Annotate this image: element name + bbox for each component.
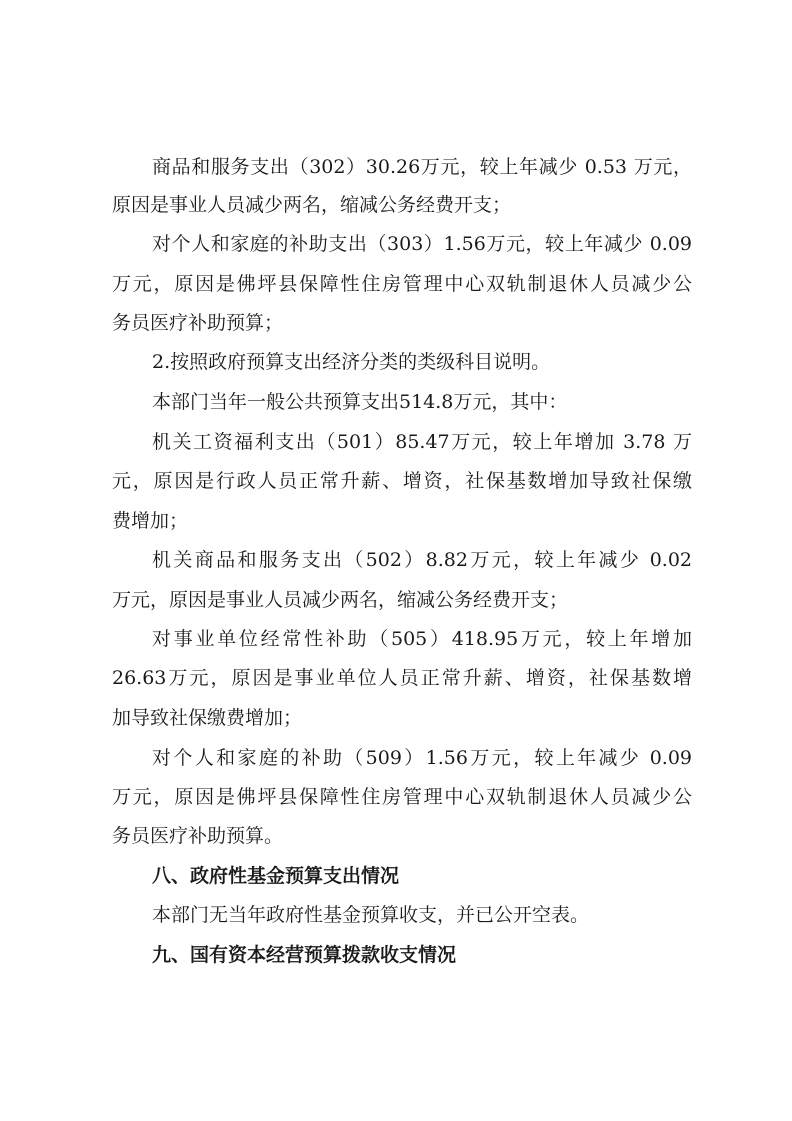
text-line: 加导致社保缴费增加； [112, 707, 303, 729]
text-line: 本部门无当年政府性基金预算收支，并已公开空表。 [152, 904, 590, 926]
section-heading: 八、政府性基金预算支出情况 [152, 865, 400, 887]
text-line: 元，原因是行政人员正常升薪、增资，社保基数增加导致社保缴 [112, 470, 692, 492]
text-line: 费增加； [112, 510, 189, 532]
text-line: 26.63万元，原因是事业单位人员正常升薪、增资，社保基数增 [112, 667, 692, 689]
text-line: 万元，原因是事业人员减少两名，缩减公务经费开支； [112, 589, 569, 611]
text-line: 对个人和家庭的补助（509）1.56万元，较上年减少 0.09 [152, 747, 692, 769]
text-line: 机关工资福利支出（501）85.47万元，较上年增加 3.78 万 [152, 431, 692, 453]
text-line: 万元，原因是佛坪县保障性住房管理中心双轨制退休人员减少公 [112, 273, 692, 295]
text-line: 商品和服务支出（302）30.26万元，较上年减少 0.53 万元， [152, 156, 692, 178]
text-line: 万元，原因是佛坪县保障性住房管理中心双轨制退休人员减少公 [112, 786, 692, 808]
section-heading: 九、国有资本经营预算拨款收支情况 [152, 944, 457, 966]
text-line: 务员医疗补助预算。 [112, 825, 284, 847]
text-line: 原因是事业人员减少两名，缩减公务经费开支； [112, 194, 512, 216]
text-line: 机关商品和服务支出（502）8.82万元，较上年减少 0.02 [152, 549, 692, 571]
text-line: 本部门当年一般公共预算支出514.8万元，其中： [152, 391, 568, 413]
text-line: 对个人和家庭的补助支出（303）1.56万元，较上年减少 0.09 [152, 233, 692, 255]
text-line: 2.按照政府预算支出经济分类的类级科目说明。 [152, 351, 551, 373]
text-line: 对事业单位经常性补助（505）418.95万元，较上年增加 [152, 628, 692, 650]
text-line: 务员医疗补助预算； [112, 312, 284, 334]
